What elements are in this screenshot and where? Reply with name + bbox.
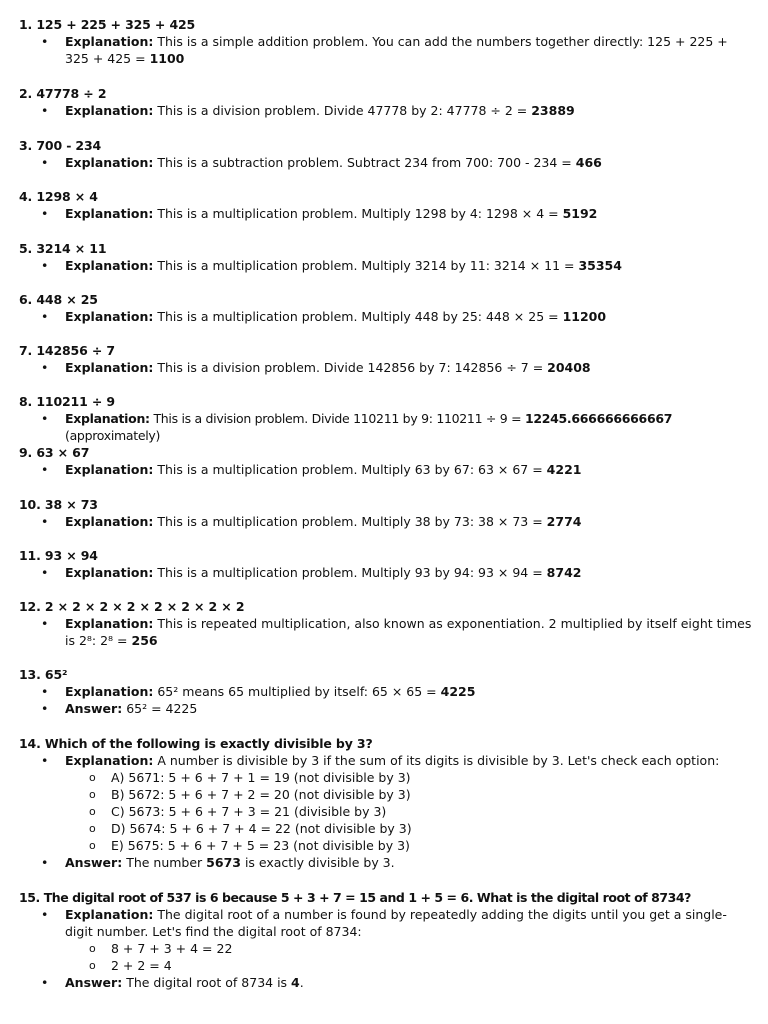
- answer-value: 4: [291, 975, 300, 990]
- answer-text: 65² = 4225: [126, 701, 198, 716]
- question-8: [19, 393, 754, 444]
- approx-note: (approximately): [65, 428, 161, 443]
- question-title: 13. 65²: [19, 667, 68, 682]
- explanation-label: Explanation:: [65, 103, 154, 118]
- option-c: o C) 5673: 5 + 6 + 7 + 3 = 21 (divisible by 3): [19, 803, 754, 820]
- result-value: 4221: [546, 462, 582, 477]
- question-1: [19, 16, 754, 67]
- answer-text: The digital root of 8734 is: [126, 975, 292, 990]
- explanation-label: Explanation:: [65, 907, 154, 922]
- step-2: o 2 + 2 = 4: [19, 957, 754, 974]
- explanation-bullet: [19, 615, 754, 649]
- explanation-text: The digital root of a number is found by repeatedly adding the digits until you get a single-digit number. Let's find the digital root of 8734:: [65, 907, 727, 939]
- question-7: [19, 342, 754, 376]
- explanation-bullet: [19, 683, 754, 700]
- explanation-label: Explanation:: [65, 514, 154, 529]
- explanation-label: Explanation:: [65, 34, 154, 49]
- explanation-label: Explanation:: [65, 462, 154, 477]
- answer-value: 5673: [206, 855, 241, 870]
- explanation-text: This is a multiplication problem. Multiply 63 by 67: 63 × 67 =: [157, 462, 547, 477]
- question-title: 12. 2 × 2 × 2 × 2 × 2 × 2 × 2 × 2: [19, 599, 245, 614]
- question-9: [19, 444, 754, 478]
- explanation-bullet: [19, 308, 754, 325]
- question-title: 1. 125 + 225 + 325 + 425: [19, 17, 196, 32]
- question-title: 7. 142856 ÷ 7: [19, 343, 115, 358]
- question-3: [19, 137, 754, 171]
- question-5: [19, 240, 754, 274]
- answer-label: Answer:: [65, 701, 123, 716]
- explanation-label: Explanation:: [65, 360, 154, 375]
- answer-text-end: is exactly divisible by 3.: [240, 855, 395, 870]
- question-6: [19, 291, 754, 325]
- result-value: 8742: [546, 565, 582, 580]
- result-value: 5192: [562, 206, 598, 221]
- question-2: [19, 85, 754, 119]
- result-value: 12245.666666666667: [524, 411, 673, 426]
- explanation-text: This is a multiplication problem. Multiply 448 by 25: 448 × 25 =: [157, 309, 563, 324]
- result-value: 23889: [531, 103, 575, 118]
- explanation-text: A number is divisible by 3 if the sum of its digits is divisible by 3. Let's check each option:: [157, 753, 720, 768]
- step-1: o 8 + 7 + 3 + 4 = 22: [19, 940, 754, 957]
- explanation-label: Explanation:: [65, 411, 150, 426]
- explanation-bullet: [19, 410, 754, 444]
- result-value: 20408: [547, 360, 591, 375]
- explanation-text: 65² means 65 multiplied by itself: 65 × 65 =: [157, 684, 441, 699]
- answer-bullet: [19, 700, 754, 717]
- result-value: 1100: [149, 51, 185, 66]
- question-title: 14. Which of the following is exactly divisible by 3?: [19, 736, 373, 751]
- explanation-label: Explanation:: [65, 309, 154, 324]
- explanation-label: Explanation:: [65, 684, 154, 699]
- result-value: 35354: [578, 258, 622, 273]
- explanation-text: This is a simple addition problem. You can add the numbers together directly: 125 + 225 + 325 + 425 =: [65, 34, 728, 66]
- option-d: o D) 5674: 5 + 6 + 7 + 4 = 22 (not divisible by 3): [19, 820, 754, 837]
- explanation-label: Explanation:: [65, 565, 154, 580]
- question-title: 3. 700 - 234: [19, 138, 102, 153]
- explanation-bullet: [19, 154, 754, 171]
- question-title: 2. 47778 ÷ 2: [19, 86, 107, 101]
- option-b: o B) 5672: 5 + 6 + 7 + 2 = 20 (not divisible by 3): [19, 786, 754, 803]
- question-title: 11. 93 × 94: [19, 548, 98, 563]
- answer-label: Answer:: [65, 975, 123, 990]
- question-title: 8. 110211 ÷ 9: [19, 394, 115, 409]
- explanation-bullet: [19, 564, 754, 581]
- explanation-bullet: [19, 257, 754, 274]
- explanation-label: Explanation:: [65, 258, 154, 273]
- question-title: 5. 3214 × 11: [19, 241, 107, 256]
- result-value: 4225: [440, 684, 476, 699]
- question-14: [19, 735, 754, 871]
- explanation-text: This is a multiplication problem. Multiply 3214 by 11: 3214 × 11 =: [157, 258, 579, 273]
- result-value: 11200: [562, 309, 607, 324]
- explanation-text: This is a subtraction problem. Subtract 234 from 700: 700 - 234 =: [157, 155, 576, 170]
- explanation-label: Explanation:: [65, 616, 154, 631]
- answer-bullet: [19, 854, 754, 871]
- explanation-bullet: [19, 752, 754, 769]
- explanation-text: This is a multiplication problem. Multiply 93 by 94: 93 × 94 =: [157, 565, 547, 580]
- explanation-bullet: [19, 205, 754, 222]
- answer-bullet: [19, 974, 754, 991]
- question-12: [19, 598, 754, 649]
- question-10: [19, 496, 754, 530]
- explanation-bullet: [19, 359, 754, 376]
- question-11: [19, 547, 754, 581]
- explanation-text: This is a multiplication problem. Multiply 1298 by 4: 1298 × 4 =: [157, 206, 563, 221]
- explanation-bullet: [19, 906, 754, 940]
- question-13: [19, 666, 754, 717]
- result-value: 466: [575, 155, 602, 170]
- question-title: 15. The digital root of 537 is 6 because 5 + 3 + 7 = 15 and 1 + 5 = 6. What is the digital root of 8734?: [19, 890, 691, 905]
- result-value: 256: [131, 633, 158, 648]
- explanation-bullet: [19, 461, 754, 478]
- question-title: 9. 63 × 67: [19, 445, 90, 460]
- explanation-text: This is a division problem. Divide 47778 by 2: 47778 ÷ 2 =: [157, 103, 532, 118]
- explanation-text: This is repeated multiplication, also known as exponentiation. 2 multiplied by itself eight times is 2⁸: 2⁸ =: [65, 616, 752, 648]
- question-15: [19, 889, 754, 991]
- explanation-label: Explanation:: [65, 155, 154, 170]
- question-title: 4. 1298 × 4: [19, 189, 98, 204]
- answer-text-end: .: [299, 975, 304, 990]
- option-e: o E) 5675: 5 + 6 + 7 + 5 = 23 (not divisible by 3): [19, 837, 754, 854]
- question-title: 6. 448 × 25: [19, 292, 98, 307]
- explanation-bullet: [19, 513, 754, 530]
- result-value: 2774: [546, 514, 582, 529]
- question-4: [19, 188, 754, 222]
- answer-text: The number: [126, 855, 207, 870]
- explanation-text: This is a division problem. Divide 142856 by 7: 142856 ÷ 7 =: [157, 360, 548, 375]
- explanation-text: This is a multiplication problem. Multiply 38 by 73: 38 × 73 =: [157, 514, 547, 529]
- question-title: 10. 38 × 73: [19, 497, 98, 512]
- explanation-label: Explanation:: [65, 753, 154, 768]
- explanation-text: This is a division problem. Divide 110211 by 9: 110211 ÷ 9 =: [153, 411, 525, 426]
- explanation-bullet: [19, 102, 754, 119]
- explanation-bullet: [19, 33, 754, 67]
- option-a: o A) 5671: 5 + 6 + 7 + 1 = 19 (not divisible by 3): [19, 769, 754, 786]
- explanation-label: Explanation:: [65, 206, 154, 221]
- answer-label: Answer:: [65, 855, 123, 870]
